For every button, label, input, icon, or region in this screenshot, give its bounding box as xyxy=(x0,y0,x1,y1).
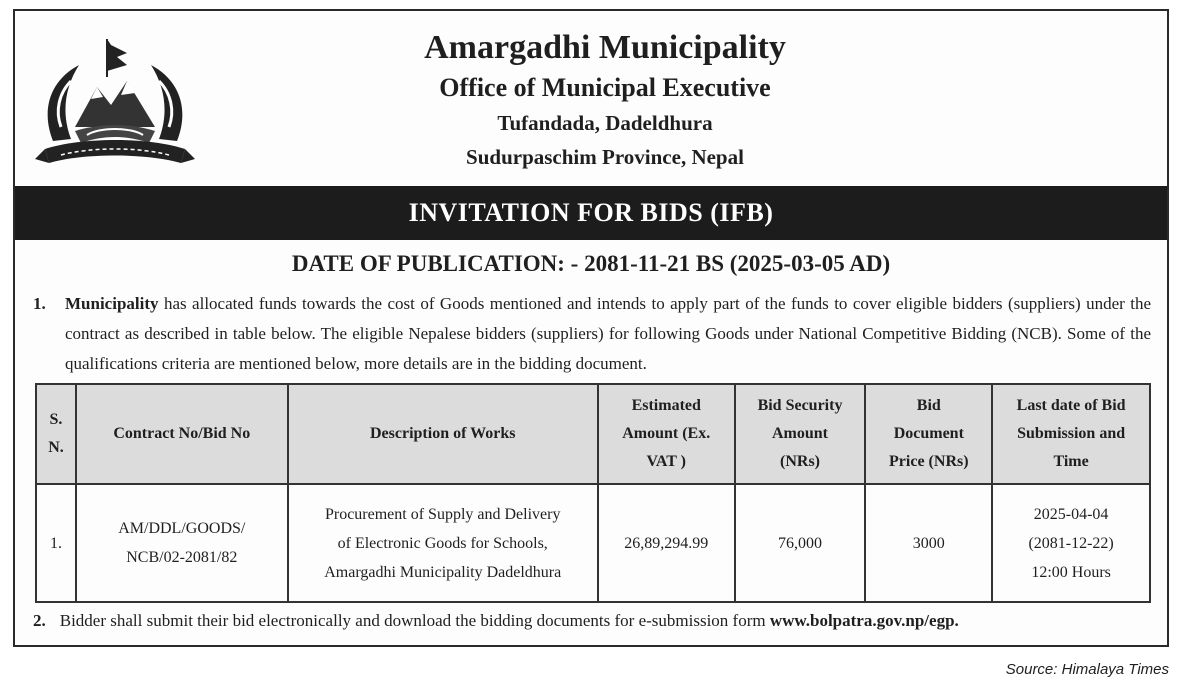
source-credit: Source: Himalaya Times xyxy=(1005,661,1169,678)
cell-contract: AM/DDL/GOODS/ NCB/02-2081/82 xyxy=(76,484,288,602)
publication-date: DATE OF PUBLICATION: - 2081-11-21 BS (2025-03-05 AD) xyxy=(291,251,891,276)
office-province: Sudurpaschim Province, Nepal xyxy=(466,145,744,169)
notice-banner: INVITATION FOR BIDS (IFB) xyxy=(15,186,1167,240)
clause-1-lead: Municipality xyxy=(65,294,159,313)
clause-1-number: 1. xyxy=(33,294,46,313)
bids-table xyxy=(35,383,1151,603)
clause-2-text: Bidder shall submit their bid electronically and download the bidding documents for e-submission form xyxy=(59,611,770,630)
cell-deadline: 2025-04-04 (2081-12-22) 12:00 Hours xyxy=(992,484,1150,602)
header-price: Bid Document Price (NRs) xyxy=(865,384,992,484)
clause-1 xyxy=(33,289,1151,379)
nepal-government-emblem-icon xyxy=(31,31,199,181)
office-name: Office of Municipal Executive xyxy=(439,73,771,102)
table-row xyxy=(36,484,1150,602)
bid-notice xyxy=(13,9,1169,647)
clause-2 xyxy=(33,611,1151,631)
egp-link[interactable]: www.bolpatra.gov.np/egp. xyxy=(769,611,959,630)
cell-estimated: 26,89,294.99 xyxy=(598,484,735,602)
header-sn: S. N. xyxy=(36,384,76,484)
cell-security: 76,000 xyxy=(735,484,866,602)
cell-price: 3000 xyxy=(865,484,992,602)
table-header-row xyxy=(36,384,1150,484)
clause-2-number: 2. xyxy=(33,611,46,630)
header-estimated: Estimated Amount (Ex. VAT ) xyxy=(598,384,735,484)
clause-1-text: has allocated funds towards the cost of Goods mentioned and intends to apply part of the funds to cover eligible bidders (suppliers) under the contract as described in table below. The eligible Nepalese bidders (suppliers) for following Goods under National Competitive Bidding (NCB). Some of the qualifications criteria are mentioned below, more details are in the bidding document. xyxy=(65,294,1151,373)
municipality-name: Amargadhi Municipality xyxy=(424,29,786,66)
office-location: Tufandada, Dadeldhura xyxy=(497,111,713,135)
header-contract: Contract No/Bid No xyxy=(76,384,288,484)
header-deadline: Last date of Bid Submission and Time xyxy=(992,384,1150,484)
header-security: Bid Security Amount (NRs) xyxy=(735,384,866,484)
cell-sn: 1. xyxy=(36,484,76,602)
cell-description: Procurement of Supply and Delivery of Electronic Goods for Schools, Amargadhi Municipality Dadeldhura xyxy=(288,484,598,602)
header-description: Description of Works xyxy=(288,384,598,484)
